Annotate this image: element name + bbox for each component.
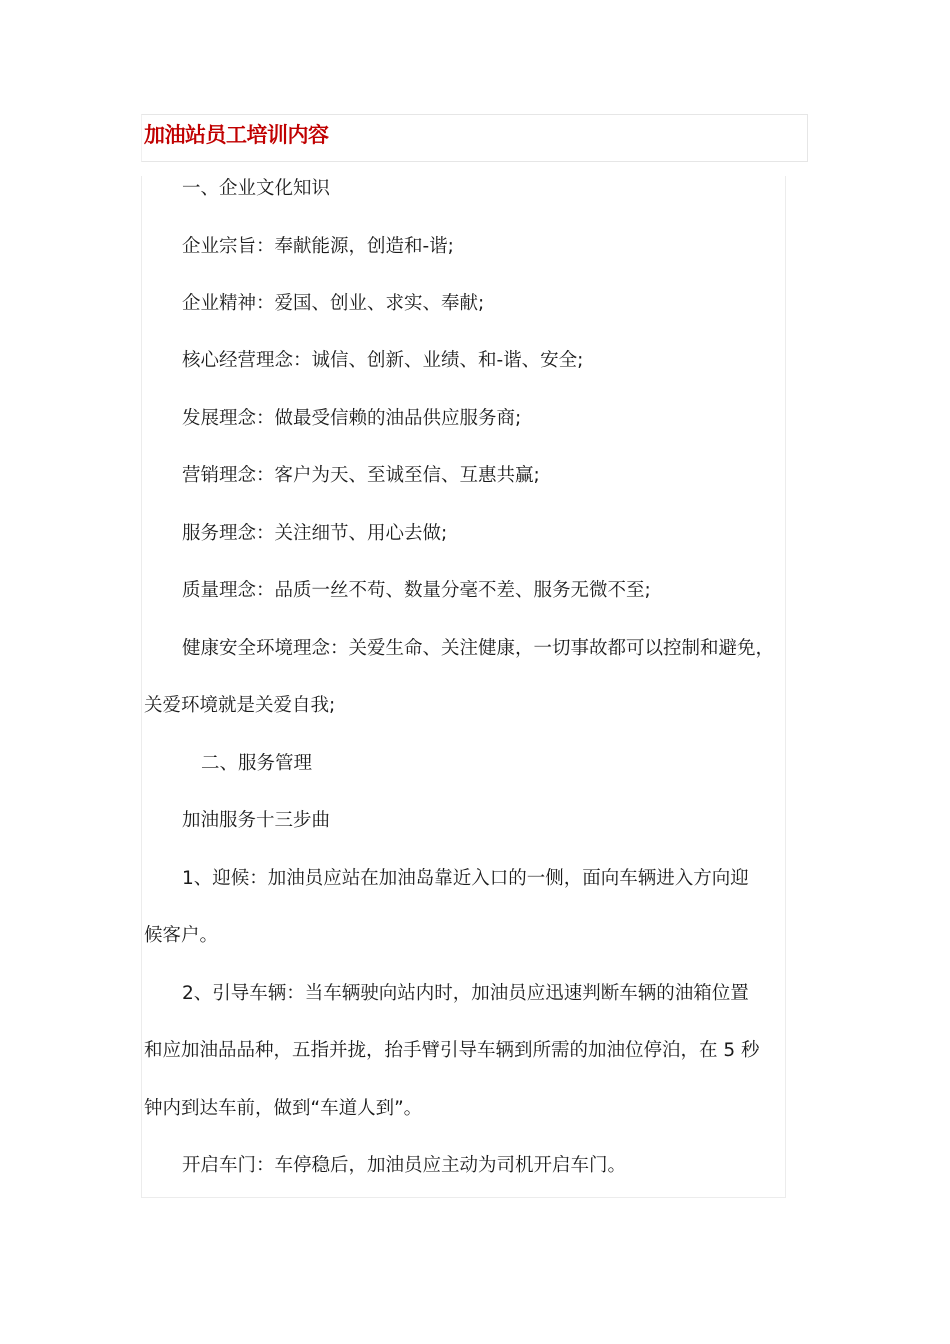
paragraph-core-values: 核心经营理念：诚信、创新、业绩、和-谐、安全; [182,350,584,371]
section-heading-2: 二、服务管理 [201,753,313,774]
paragraph-step-2-cont1: 和应加油品品种，五指并拢，抬手臂引导车辆到所需的加油位停泊，在 5 秒 [144,1040,760,1061]
paragraph-hse: 健康安全环境理念：关爱生命、关注健康，一切事故都可以控制和避免， [182,638,775,659]
section-heading-1: 一、企业文化知识 [182,178,331,199]
document-body [141,176,786,1198]
paragraph-quality: 质量理念：品质一丝不苟、数量分毫不差、服务无微不至; [182,580,651,601]
paragraph-13-steps: 加油服务十三步曲 [182,810,331,831]
paragraph-step-1: 1、迎候：加油员应站在加油岛靠近入口的一侧，面向车辆进入方向迎 [182,868,749,889]
paragraph-service: 服务理念：关注细节、用心去做; [182,523,448,544]
paragraph-step-1-cont: 候客户。 [144,925,219,946]
paragraph-development: 发展理念：做最受信赖的油品供应服务商; [182,408,522,429]
paragraph-spirit: 企业精神：爱国、创业、求实、奉献; [182,293,485,314]
paragraph-marketing: 营销理念：客户为天、至诚至信、互惠共赢; [182,465,540,486]
paragraph-hse-cont: 关爱环境就是关爱自我; [144,695,336,716]
title-box [141,114,808,162]
paragraph-mission: 企业宗旨：奉献能源，创造和-谐; [182,236,454,257]
page-title: 加油站员工培训内容 [144,123,329,147]
paragraph-step-2: 2、引导车辆：当车辆驶向站内时，加油员应迅速判断车辆的油箱位置 [182,983,749,1004]
paragraph-open-door: 开启车门：车停稳后，加油员应主动为司机开启车门。 [182,1155,627,1176]
paragraph-step-2-cont2: 钟内到达车前，做到“车道人到”。 [144,1098,423,1119]
